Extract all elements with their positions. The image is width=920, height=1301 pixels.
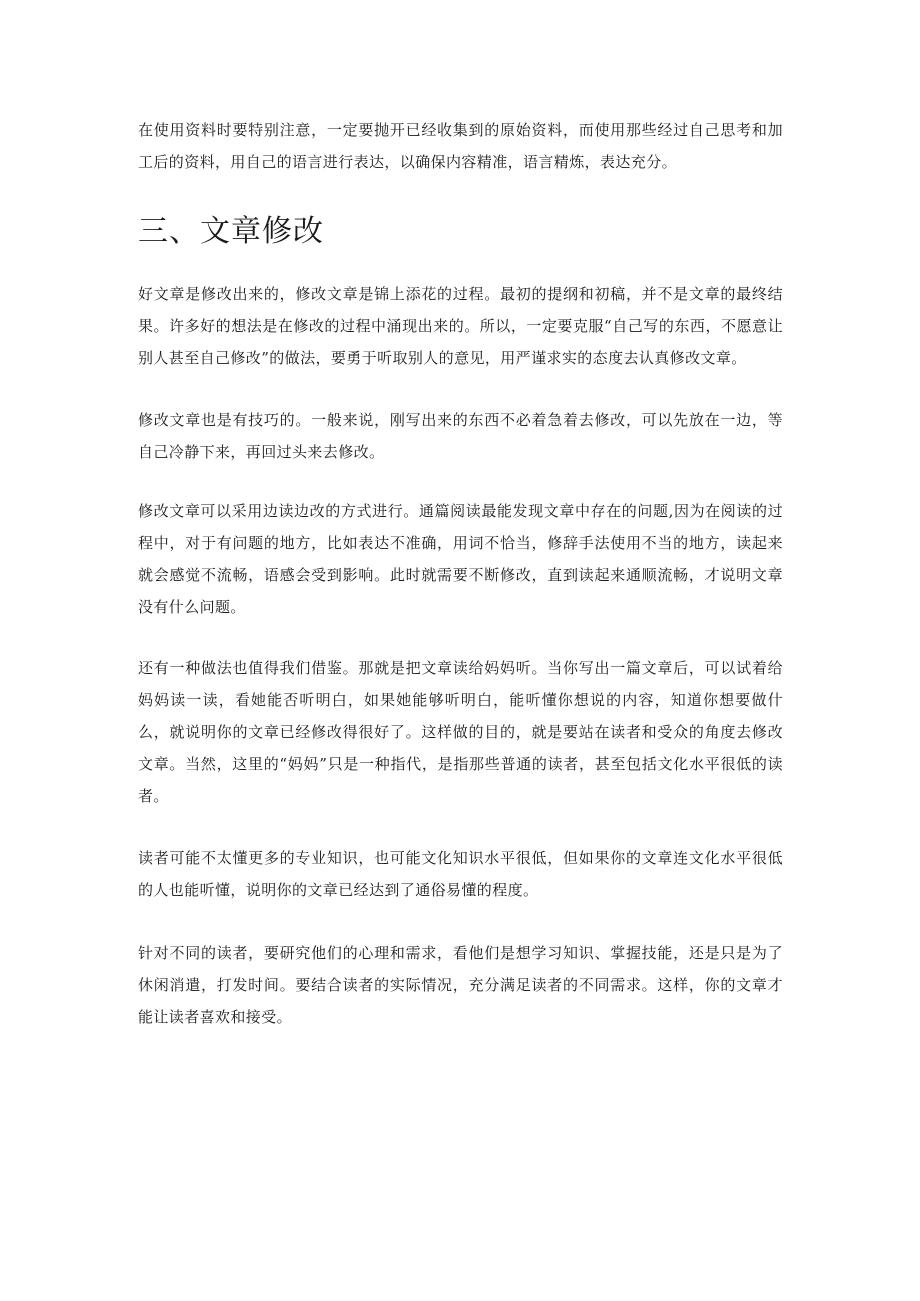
intro-paragraph: 在使用资料时要特别注意，一定要抛开已经收集到的原始资料，而使用那些经过自己思考和加工后的资料，用自己的语言进行表达，以确保内容精准，语言精炼，表达充分。	[138, 121, 783, 171]
paragraph: 修改文章也是有技巧的。一般来说，刚写出来的东西不必着急着去修改，可以先放在一边，等自己冷静下来，再回过头来去修改。	[138, 411, 783, 461]
section-title: 三、文章修改	[138, 214, 324, 249]
paragraph: 读者可能不太懂更多的专业知识，也可能文化知识水平很低，但如果你的文章连文化水平很低的人也能听懂，说明你的文章已经达到了通俗易懂的程度。	[138, 849, 783, 899]
paragraph: 好文章是修改出来的，修改文章是锦上添花的过程。最初的提纲和初稿，并不是文章的最终结果。许多好的想法是在修改的过程中涌现出来的。所以，一定要克服“自己写的东西，不愿意让别人甚至自己修改”的做法，要勇于听取别人的意见，用严谨求实的态度去认真修改文章。	[138, 285, 783, 367]
paragraph: 修改文章可以采用边读边改的方式进行。通篇阅读最能发现文章中存在的问题,因为在阅读的过程中，对于有问题的地方，比如表达不准确，用词不恰当，修辞手法使用不当的地方，读起来就会感觉不流畅，语感会受到影响。此时就需要不断修改，直到读起来通顺流畅，才说明文章没有什么问题。	[138, 502, 783, 616]
paragraph: 还有一种做法也值得我们借鉴。那就是把文章读给妈妈听。当你写出一篇文章后，可以试着给妈妈读一读，看她能否听明白，如果她能够听明白，能听懂你想说的内容，知道你想要做什么，就说明你的文章已经修改得很好了。这样做的目的，就是要站在读者和受众的角度去修改文章。当然，这里的“妈妈”只是一种指代，是指那些普通的读者，甚至包括文化水平很低的读者。	[138, 659, 783, 805]
paragraph: 针对不同的读者，要研究他们的心理和需求，看他们是想学习知识、掌握技能，还是只是为了休闲消遣，打发时间。要结合读者的实际情况，充分满足读者的不同需求。这样，你的文章才能让读者喜欢和接受。	[138, 944, 783, 1026]
